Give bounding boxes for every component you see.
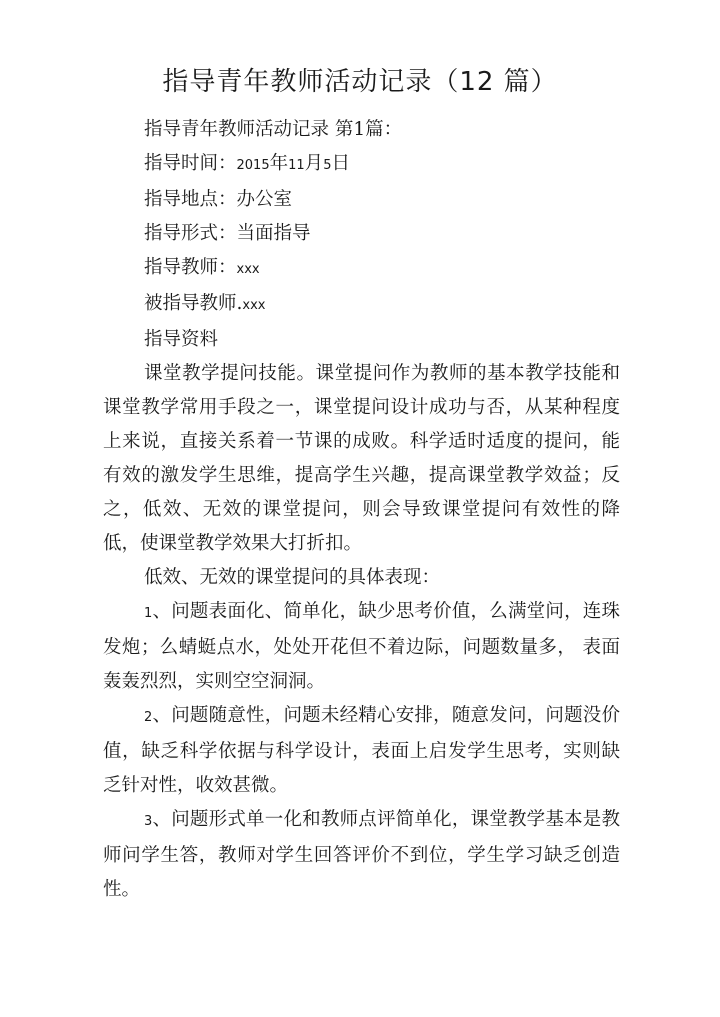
list-item-3-number: 3 (144, 814, 153, 829)
time-day: 5 (323, 158, 332, 173)
teacher-label: 指导教师： (144, 257, 237, 278)
paragraph-questioning-skill: 课堂教学提问技能。课堂提问作为教师的基本教学技能和课堂教学常用手段之一，课堂提问设计成功与否，从某种程度上来说，直接关系着一节课的成败。科学适时适度的提问，能有效的激发学生思维，提高学生兴趣，提高课堂教学效益；反之，低效、无效的课堂提问，则会导致课堂提问有效性的降低，使课堂教学效果大打折扣。 (103, 363, 620, 554)
mentee-label: 被指导教师. (144, 293, 243, 314)
guidance-material: 指导资料 (144, 329, 219, 350)
time-yue: 月 (304, 153, 324, 174)
guidance-place: 指导地点：办公室 (144, 189, 293, 210)
header-line: 指导青年教师活动记录 第1篇： (144, 119, 403, 140)
guidance-teacher (103, 251, 620, 287)
mentee-teacher (103, 287, 620, 323)
list-item-3 (103, 803, 620, 907)
time-label: 指导时间： (144, 153, 237, 174)
list-item-1 (103, 595, 620, 699)
time-month: 11 (288, 158, 305, 173)
time-ri: 日 (331, 153, 350, 174)
time-year: 2015 (236, 158, 270, 173)
mentee-value: xxx (242, 298, 266, 313)
guidance-time (103, 147, 620, 183)
document-body (103, 113, 620, 907)
list-item-3-text: 、问题形式单一化和教师点评简单化，课堂教学基本是教师问学生答，教师对学生回答评价不到位，学生学习缺乏创造性。 (103, 809, 620, 900)
list-item-2-text: 、问题随意性，问题未经精心安排，随意发问，问题没价值，缺乏科学依据与科学设计，表面上启发学生思考，实则缺乏针对性，收效甚微。 (103, 705, 620, 796)
paragraph-manifestations: 低效、无效的课堂提问的具体表现： (144, 567, 441, 588)
guidance-form: 指导形式：当面指导 (144, 223, 311, 244)
teacher-value: xxx (236, 262, 260, 277)
list-item-1-number: 1 (144, 606, 153, 621)
time-nian: 年 (269, 153, 289, 174)
list-item-2-number: 2 (144, 710, 153, 725)
list-item-1-text: 、问题表面化、简单化，缺少思考价值，么满堂问，连珠发炮；么蜻蜓点水，处处开花但不着边际，问题数量多， 表面轰轰烈烈，实则空空洞洞。 (103, 601, 620, 692)
document-title: 指导青年教师活动记录（12 篇） (162, 67, 558, 97)
list-item-2 (103, 699, 620, 803)
